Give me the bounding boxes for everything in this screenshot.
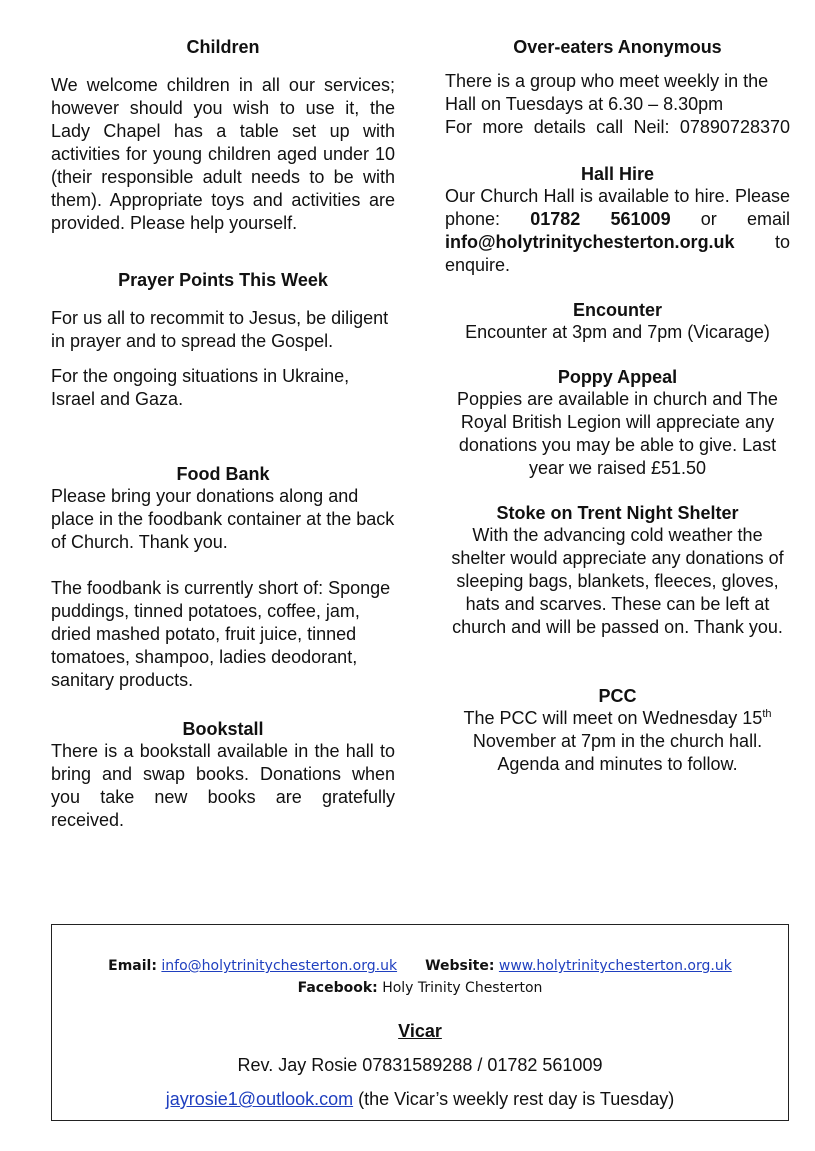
- oa-text: There is a group who meet weekly in the Hall on Tuesdays at 6.30 – 8.30pm: [445, 71, 769, 114]
- encounter-section: [445, 299, 790, 344]
- right-column: [445, 36, 790, 776]
- vicar-contact: Rev. Jay Rosie 07831589288 / 01782 561009: [237, 1055, 603, 1075]
- prayer-heading: Prayer Points This Week: [118, 270, 328, 290]
- vicar-rest-day: (the Vicar’s weekly rest day is Tuesday): [353, 1089, 675, 1109]
- hall-phone: 01782 561009: [530, 209, 671, 229]
- oa-details: For more details call Neil: 07890728370: [445, 117, 790, 137]
- email-link[interactable]: info@holytrinitychesterton.org.uk: [161, 958, 398, 974]
- hall-text-1: Our Church Hall is available to hire. Please phone:: [445, 186, 790, 229]
- foodbank-text-2: The foodbank is currently short of: Sponge puddings, tinned potatoes, coffee, jam, dried mashed potato, fruit juice, tinned tomatoes, shampoo, ladies deodorant, sanitary products.: [51, 578, 391, 690]
- foodbank-section: [51, 463, 395, 692]
- encounter-text: Encounter at 3pm and 7pm (Vicarage): [465, 322, 770, 342]
- children-heading: Children: [186, 37, 260, 57]
- children-text: We welcome children in all our services; however should you wish to use it, the Lady Chapel has a table set up with activities for young children aged under 10 (their responsible adult needs to be with them). Appropriate toys and activities are provided. Please help yourself.: [51, 75, 395, 233]
- facebook-label: Facebook:: [297, 980, 378, 996]
- hall-email: info@holytrinitychesterton.org.uk: [445, 232, 735, 252]
- shelter-text: With the advancing cold weather the shelter would appreciate any donations of sleeping bags, blankets, fleeces, gloves, hats and scarves. These can be left at church and will be passed on. Thank you.: [451, 525, 784, 637]
- poppy-text: Poppies are available in church and The Royal British Legion will appreciate any donations you may be able to give. Last year we raised £51.50: [457, 389, 778, 478]
- facebook-name: Holy Trinity Chesterton: [382, 980, 543, 996]
- pcc-section: [445, 685, 790, 776]
- contact-line-1: [52, 955, 788, 977]
- hall-text-2: or email: [670, 209, 791, 229]
- oa-heading: Over-eaters Anonymous: [513, 37, 722, 57]
- hall-text: [445, 185, 790, 277]
- website-label: Website:: [425, 958, 495, 974]
- vicar-heading: Vicar: [398, 1021, 442, 1041]
- children-section: [51, 36, 395, 235]
- left-column: [51, 36, 395, 832]
- hall-section: [445, 163, 790, 277]
- website-link[interactable]: www.holytrinitychesterton.org.uk: [498, 958, 732, 974]
- foodbank-text-1: Please bring your donations along and place in the foodbank container at the back of Church. Thank you.: [51, 486, 395, 552]
- prayer-point-2: For the ongoing situations in Ukraine, Israel and Gaza.: [51, 366, 350, 409]
- pcc-text-2: November at 7pm in the church hall. Agenda and minutes to follow.: [472, 731, 763, 774]
- shelter-section: [445, 502, 790, 639]
- pcc-heading: PCC: [598, 686, 637, 706]
- oa-section: [445, 36, 790, 139]
- foodbank-heading: Food Bank: [176, 464, 270, 484]
- pcc-text: [445, 707, 790, 776]
- prayer-section: [51, 269, 395, 411]
- hall-heading: Hall Hire: [580, 164, 655, 184]
- vicar-email-link[interactable]: jayrosie1@outlook.com: [165, 1089, 354, 1109]
- shelter-heading: Stoke on Trent Night Shelter: [496, 503, 739, 523]
- encounter-heading: Encounter: [572, 300, 662, 320]
- poppy-heading: Poppy Appeal: [557, 367, 678, 387]
- bookstall-section: [51, 718, 395, 832]
- hall-text-3: to enquire.: [445, 232, 790, 275]
- contact-box: [51, 924, 789, 1121]
- bookstall-heading: Bookstall: [182, 719, 264, 739]
- pcc-text-1: The PCC will meet on Wednesday 15: [463, 708, 763, 728]
- vicar-email-line: [52, 1089, 788, 1110]
- contact-line-2: [52, 977, 788, 999]
- email-label: Email:: [108, 958, 157, 974]
- bookstall-text: There is a bookstall available in the hall to bring and swap books. Donations when you take new books are gratefully received.: [51, 741, 395, 830]
- contact-lines: [52, 955, 788, 999]
- prayer-point-1: For us all to recommit to Jesus, be diligent in prayer and to spread the Gospel.: [51, 308, 389, 351]
- pcc-date-suffix: th: [762, 708, 772, 720]
- poppy-section: [445, 366, 790, 480]
